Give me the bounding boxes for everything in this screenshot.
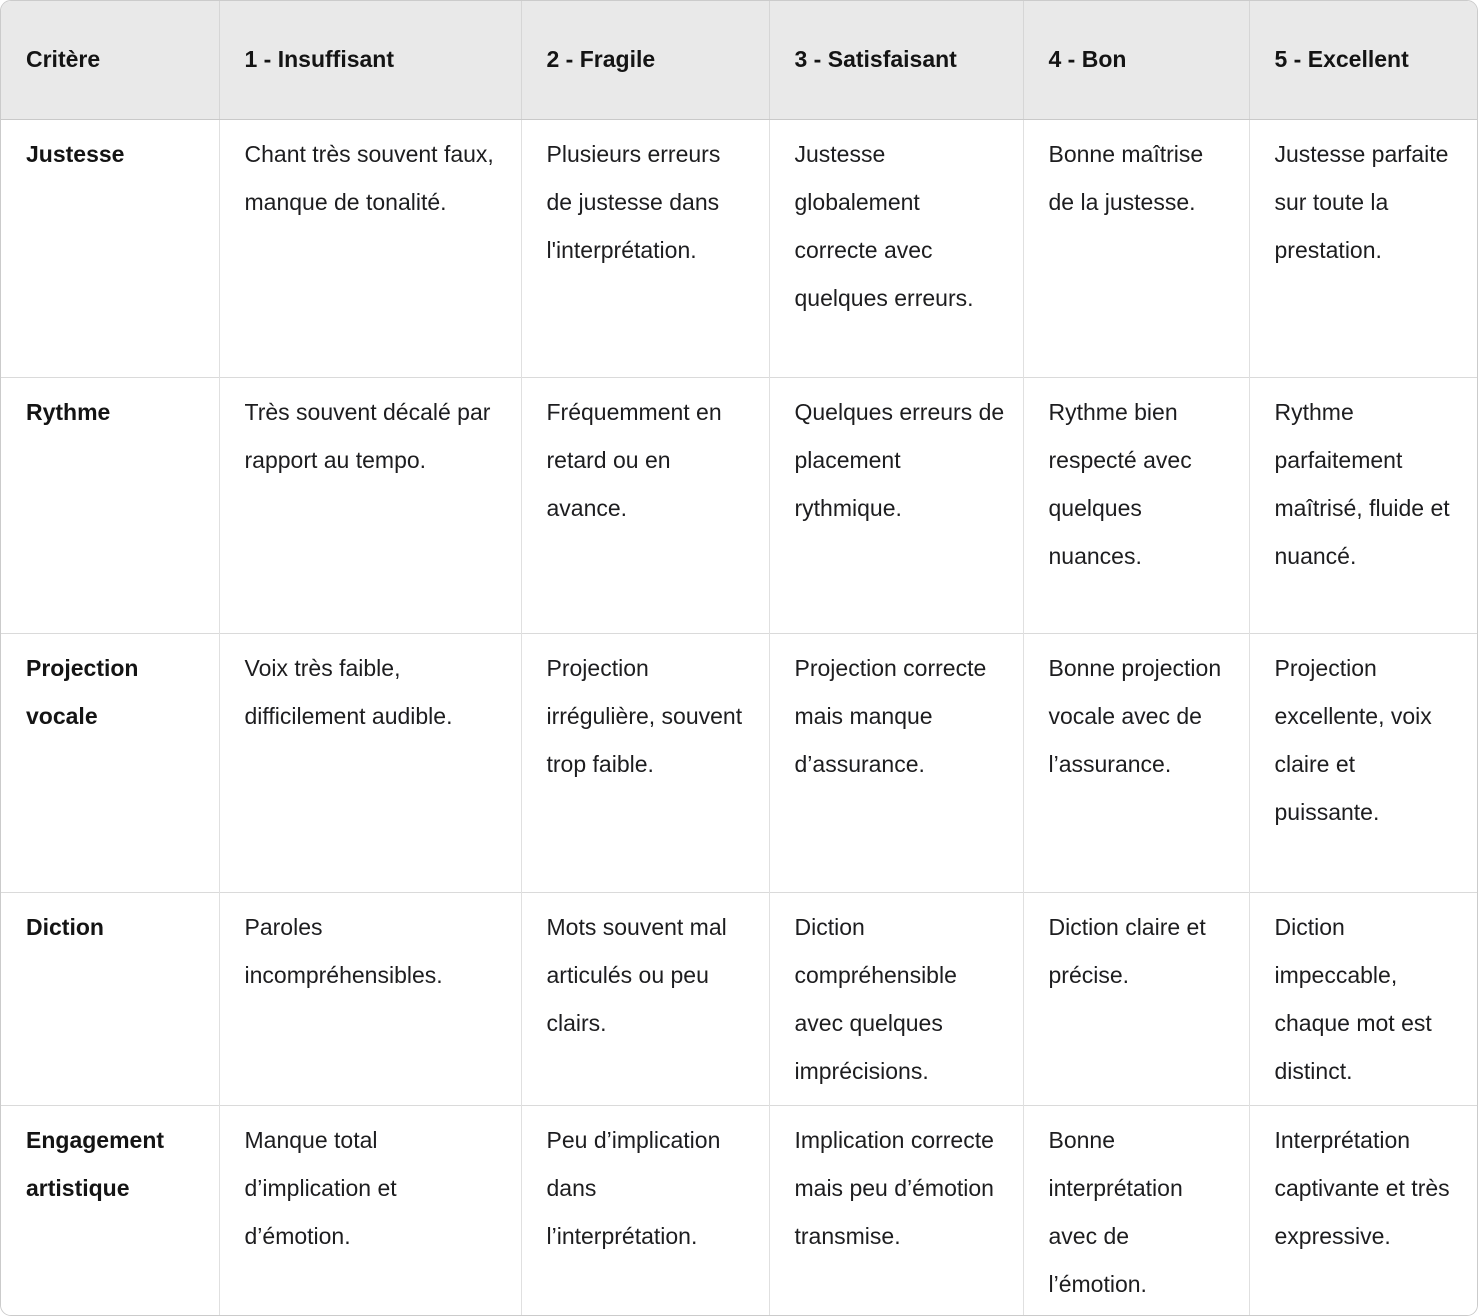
level-cell: Manque total d’implication et d’émotion. — [219, 1105, 521, 1316]
level-cell: Paroles incompréhensibles. — [219, 892, 521, 1105]
column-header-satisfaisant: 3 - Satisfaisant — [769, 1, 1023, 119]
header-row — [1, 1, 1478, 119]
criterion-label: Projection vocale — [1, 633, 219, 892]
criterion-label: Justesse — [1, 119, 219, 377]
level-cell: Justesse parfaite sur toute la prestation. — [1249, 119, 1478, 377]
level-cell: Projection irrégulière, souvent trop faible. — [521, 633, 769, 892]
level-cell: Projection excellente, voix claire et puissante. — [1249, 633, 1478, 892]
column-header-critere: Critère — [1, 1, 219, 119]
level-cell: Rythme parfaitement maîtrisé, fluide et nuancé. — [1249, 377, 1478, 633]
table-row-diction — [1, 892, 1478, 1105]
rubric-table — [1, 1, 1478, 1316]
level-cell: Voix très faible, difficilement audible. — [219, 633, 521, 892]
criterion-label: Engagement artistique — [1, 1105, 219, 1316]
level-cell: Plusieurs erreurs de justesse dans l'interprétation. — [521, 119, 769, 377]
column-header-insuffisant: 1 - Insuffisant — [219, 1, 521, 119]
level-cell: Bonne maîtrise de la justesse. — [1023, 119, 1249, 377]
level-cell: Fréquemment en retard ou en avance. — [521, 377, 769, 633]
level-cell: Peu d’implication dans l’interprétation. — [521, 1105, 769, 1316]
table-row-rythme — [1, 377, 1478, 633]
column-header-excellent: 5 - Excellent — [1249, 1, 1478, 119]
level-cell: Implication correcte mais peu d’émotion transmise. — [769, 1105, 1023, 1316]
level-cell: Très souvent décalé par rapport au tempo. — [219, 377, 521, 633]
level-cell: Quelques erreurs de placement rythmique. — [769, 377, 1023, 633]
column-header-bon: 4 - Bon — [1023, 1, 1249, 119]
level-cell: Justesse globalement correcte avec quelques erreurs. — [769, 119, 1023, 377]
level-cell: Rythme bien respecté avec quelques nuances. — [1023, 377, 1249, 633]
criterion-label: Rythme — [1, 377, 219, 633]
level-cell: Projection correcte mais manque d’assurance. — [769, 633, 1023, 892]
level-cell: Diction compréhensible avec quelques imprécisions. — [769, 892, 1023, 1105]
level-cell: Bonne projection vocale avec de l’assurance. — [1023, 633, 1249, 892]
table-row-projection-vocale — [1, 633, 1478, 892]
level-cell: Chant très souvent faux, manque de tonalité. — [219, 119, 521, 377]
level-cell: Diction claire et précise. — [1023, 892, 1249, 1105]
table-header — [1, 1, 1478, 119]
level-cell: Mots souvent mal articulés ou peu clairs. — [521, 892, 769, 1105]
level-cell: Interprétation captivante et très expressive. — [1249, 1105, 1478, 1316]
level-cell: Bonne interprétation avec de l’émotion. — [1023, 1105, 1249, 1316]
column-header-fragile: 2 - Fragile — [521, 1, 769, 119]
level-cell: Diction impeccable, chaque mot est distinct. — [1249, 892, 1478, 1105]
criterion-label: Diction — [1, 892, 219, 1105]
table-row-engagement-artistique — [1, 1105, 1478, 1316]
table-row-justesse — [1, 119, 1478, 377]
table-body — [1, 119, 1478, 1316]
